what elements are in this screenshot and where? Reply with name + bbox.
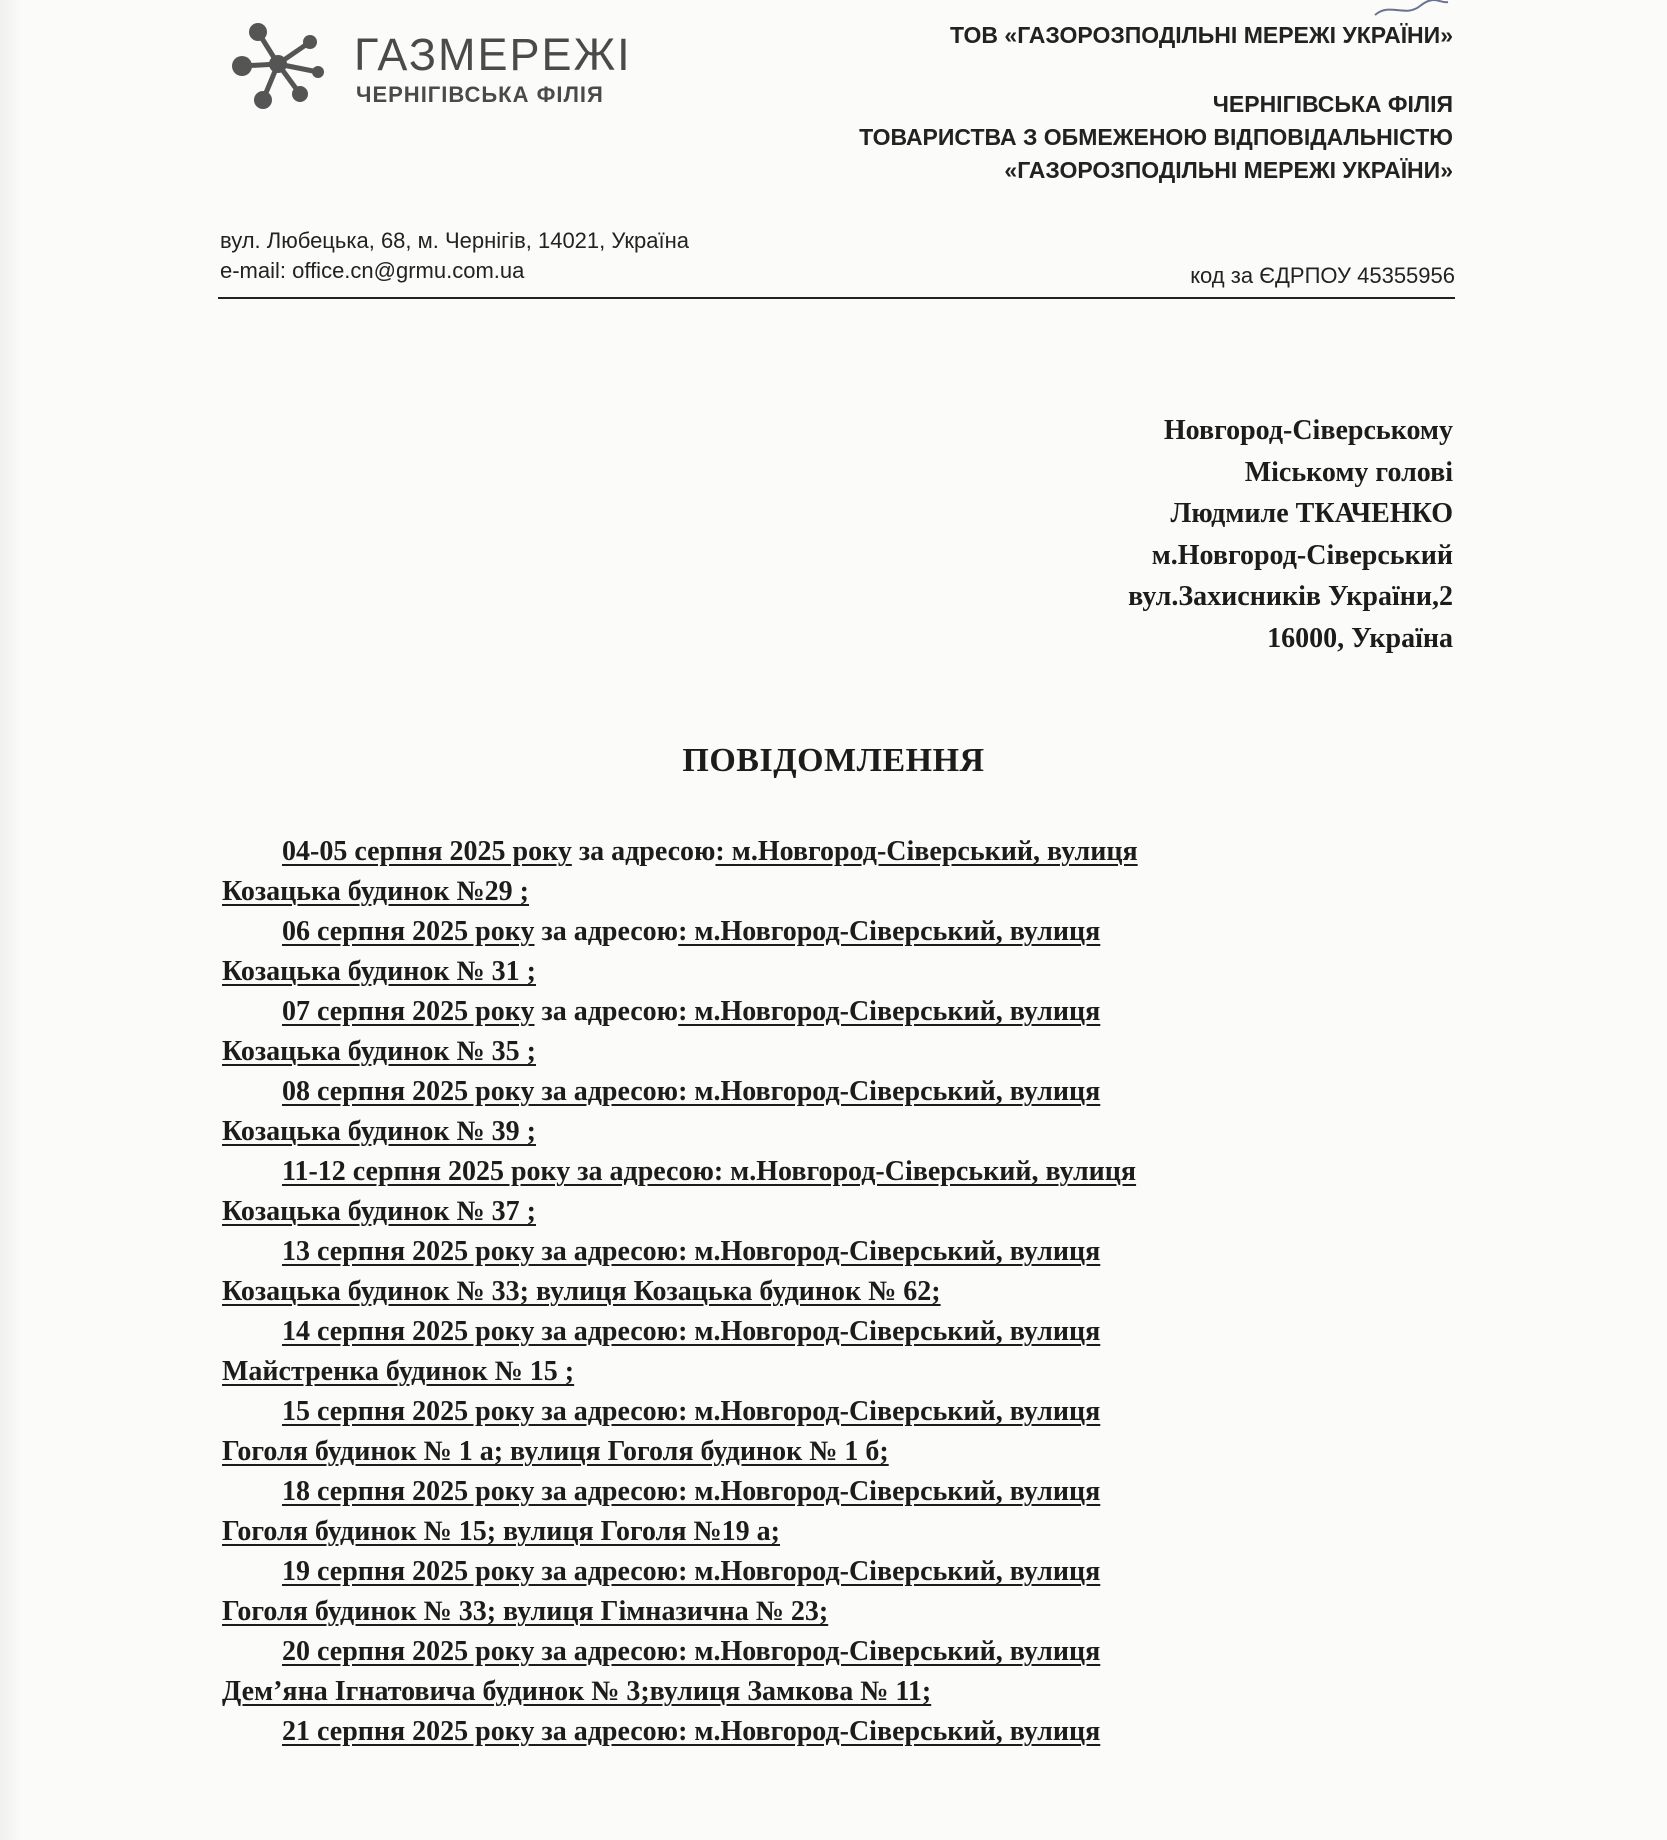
entry-date-address: 18 серпня 2025 року за адресою: м.Новгород-Сіверський, вулиця <box>282 1476 1101 1507</box>
company-full-name <box>859 88 1453 187</box>
company-name-line: ТОВАРИСТВА З ОБМЕЖЕНОЮ ВІДПОВІДАЛЬНІСТЮ <box>859 124 1453 150</box>
company-email: e-mail: office.cn@grmu.com.ua <box>220 258 525 283</box>
entry-address: : м.Новгород-Сіверський, вулиця <box>678 916 1101 947</box>
entry-date: 07 серпня 2025 року <box>282 996 535 1027</box>
company-logo <box>228 14 668 114</box>
notice-entry <box>222 1152 1352 1232</box>
entry-date-address: 15 серпня 2025 року за адресою: м.Новгород-Сіверський, вулиця <box>282 1396 1101 1427</box>
notice-entry <box>222 832 1352 912</box>
company-short-name: ТОВ «ГАЗОРОЗПОДІЛЬНІ МЕРЕЖІ УКРАЇНИ» <box>950 22 1453 48</box>
company-name-line: «ГАЗОРОЗПОДІЛЬНІ МЕРЕЖІ УКРАЇНИ» <box>1004 157 1453 183</box>
addressee-line: м.Новгород-Сіверський <box>1151 539 1453 571</box>
entry-date-address: 13 серпня 2025 року за адресою: м.Новгород-Сіверський, вулиця <box>282 1236 1101 1267</box>
entry-address-cont: Гоголя будинок № 1 а; вулиця Гоголя будинок № 1 б; <box>222 1436 889 1467</box>
notice-entry <box>222 1392 1352 1472</box>
addressee-line: вул.Захисників України,2 <box>1128 581 1453 612</box>
entry-date-address: 19 серпня 2025 року за адресою: м.Новгород-Сіверський, вулиця <box>282 1556 1101 1587</box>
scan-page-edge <box>0 0 22 1840</box>
entry-connector: за адресою <box>534 916 679 947</box>
entry-address: : м.Новгород-Сіверський, вулиця <box>678 996 1101 1027</box>
notice-title: ПОВІДОМЛЕННЯ <box>682 742 985 779</box>
logo-subtitle: ЧЕРНІГІВСЬКА ФІЛІЯ <box>356 82 604 107</box>
entry-address-cont: Козацька будинок № 37 ; <box>222 1196 537 1227</box>
notice-entry <box>222 1312 1352 1392</box>
entry-address-cont: Гоголя будинок № 33; вулиця Гімназична № 23; <box>222 1596 829 1627</box>
notice-entry <box>222 912 1352 992</box>
entry-address-cont: Козацька будинок №29 ; <box>222 876 530 907</box>
entry-address: : м.Новгород-Сіверський, вулиця <box>715 836 1138 867</box>
notice-entry <box>222 1072 1352 1152</box>
entry-date-address: 08 серпня 2025 року за адресою: м.Новгород-Сіверський, вулиця <box>282 1076 1101 1107</box>
addressee-block <box>1128 410 1453 659</box>
handwritten-mark <box>1370 0 1450 20</box>
entry-date-address: 11-12 серпня 2025 року за адресою: м.Новгород-Сіверський, вулиця <box>282 1156 1137 1187</box>
entry-date-address: 20 серпня 2025 року за адресою: м.Новгород-Сіверський, вулиця <box>282 1636 1101 1667</box>
entry-address-cont: Гоголя будинок № 15; вулиця Гоголя №19 а; <box>222 1516 780 1547</box>
addressee-line: Людмиле ТКАЧЕНКО <box>1170 498 1453 529</box>
entry-date-address: 21 серпня 2025 року за адресою: м.Новгород-Сіверський, вулиця <box>282 1716 1101 1747</box>
entry-address-cont: Майстренка будинок № 15 ; <box>222 1356 575 1387</box>
gas-network-logo-icon <box>228 14 328 114</box>
notice-entries <box>222 832 1352 1752</box>
entry-date: 04-05 серпня 2025 року <box>282 836 572 867</box>
entry-address-cont: Козацька будинок № 39 ; <box>222 1116 537 1147</box>
entry-address-cont: Козацька будинок № 33; вулиця Козацька будинок № 62; <box>222 1276 941 1307</box>
addressee-line: Новгород-Сіверському <box>1163 415 1453 446</box>
notice-entry <box>222 1552 1352 1632</box>
entry-date-address: 14 серпня 2025 року за адресою: м.Новгород-Сіверський, вулиця <box>282 1316 1101 1347</box>
notice-entry <box>222 1712 1352 1752</box>
entry-date: 06 серпня 2025 року <box>282 916 535 947</box>
notice-entry <box>222 1472 1352 1552</box>
logo-name: ГАЗМЕРЕЖІ <box>354 29 632 80</box>
entry-address-cont: Дем’яна Ігнатовича будинок № 3;вулиця Замкова № 11; <box>222 1676 932 1707</box>
entry-address-cont: Козацька будинок № 35 ; <box>222 1036 537 1067</box>
company-contacts <box>220 226 689 286</box>
company-name-line: ЧЕРНІГІВСЬКА ФІЛІЯ <box>1212 91 1453 117</box>
company-address: вул. Любецька, 68, м. Чернігів, 14021, Україна <box>220 228 689 253</box>
entry-address-cont: Козацька будинок № 31 ; <box>222 956 537 987</box>
notice-entry <box>222 1232 1352 1312</box>
notice-entry <box>222 992 1352 1072</box>
company-edrpou: код за ЄДРПОУ 45355956 <box>1190 263 1455 288</box>
addressee-line: 16000, Україна <box>1267 622 1453 654</box>
addressee-line: Міському голові <box>1244 456 1453 488</box>
header-divider <box>218 297 1455 299</box>
entry-connector: за адресою <box>571 836 716 867</box>
entry-connector: за адресою <box>534 996 679 1027</box>
notice-entry <box>222 1632 1352 1712</box>
